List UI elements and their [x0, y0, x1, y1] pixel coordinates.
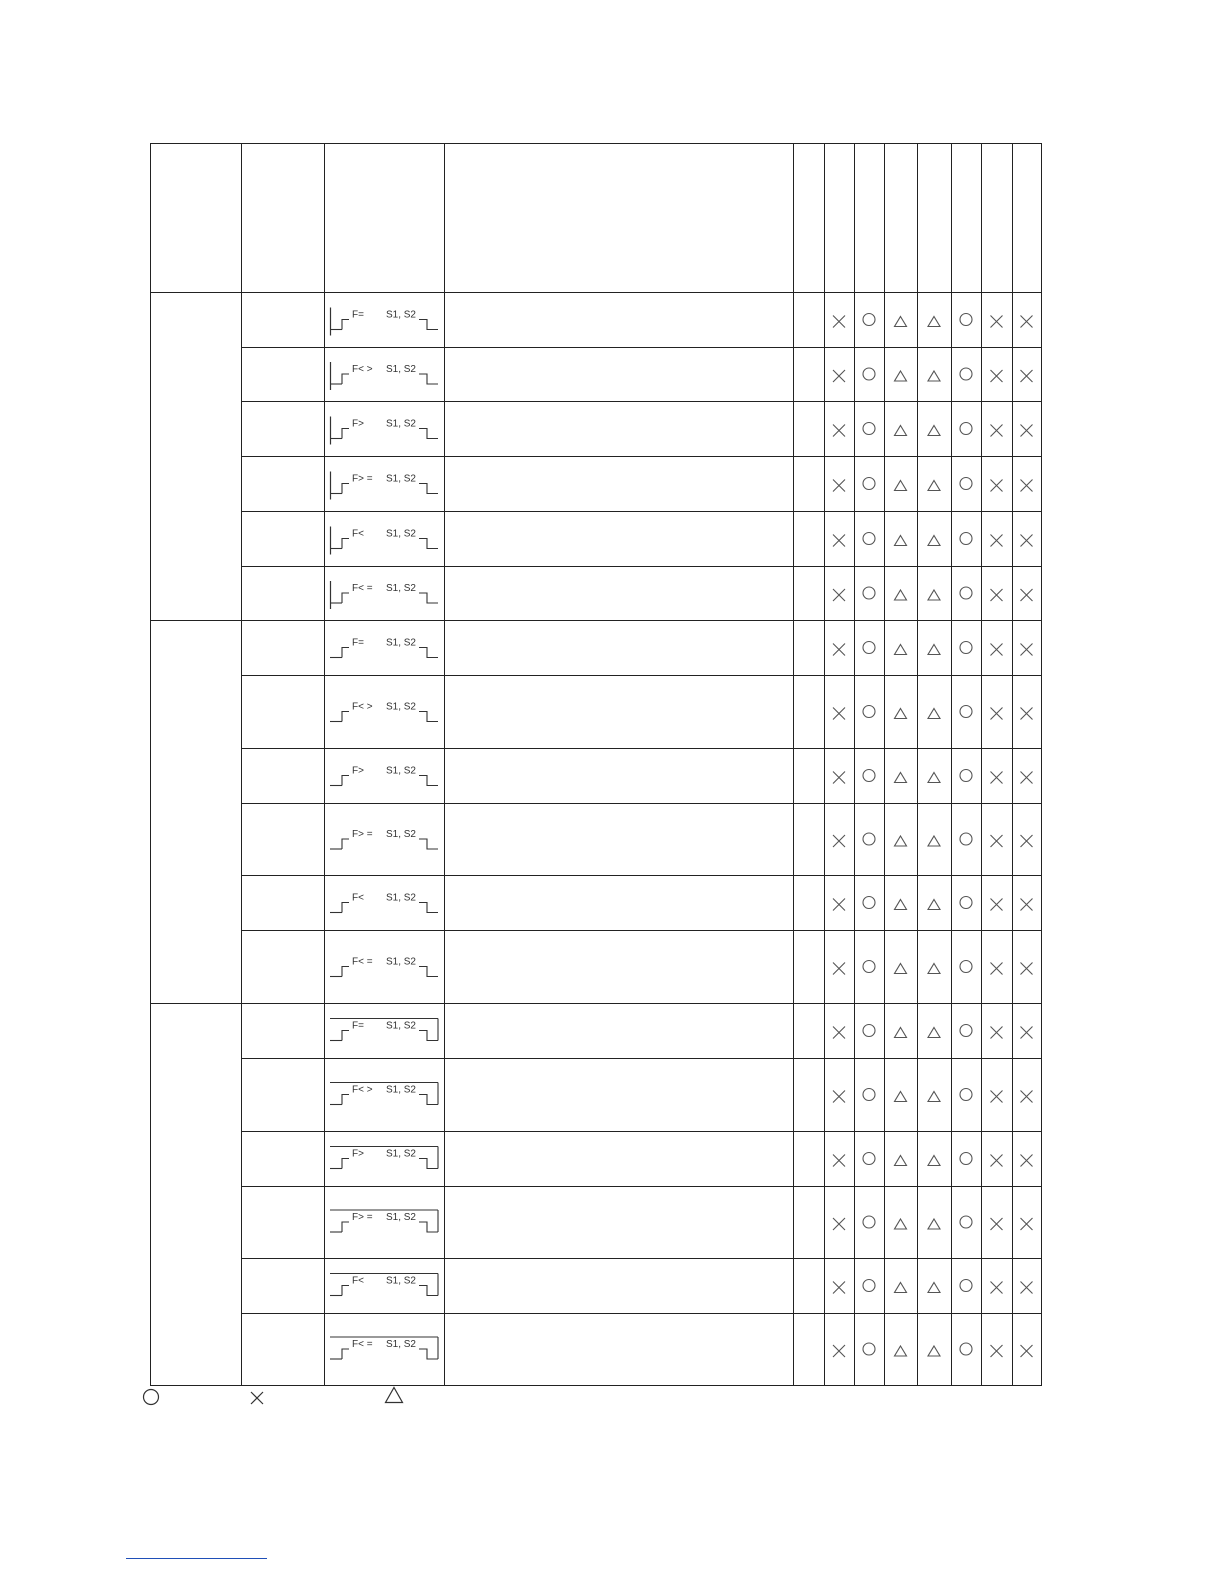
circle-icon	[960, 368, 972, 380]
cross-icon	[833, 425, 845, 437]
operands: S1, S2	[385, 1275, 416, 1287]
comparison-operator: F=	[352, 1020, 364, 1032]
triangle-icon	[928, 900, 940, 910]
triangle-icon	[895, 773, 907, 783]
cross-icon	[833, 644, 845, 656]
circle-icon	[960, 1025, 972, 1037]
triangle-icon	[928, 1219, 940, 1229]
ladder-symbol	[330, 829, 438, 849]
cross-icon	[833, 963, 845, 975]
bracket-right	[419, 429, 438, 439]
circle-icon	[960, 1153, 972, 1165]
comparison-operator: F> =	[352, 1212, 373, 1223]
triangle-icon	[895, 1283, 907, 1293]
ladder-symbol	[330, 893, 438, 913]
cross-icon	[833, 772, 845, 784]
circle-icon	[863, 642, 875, 654]
operands: S1, S2	[385, 1084, 416, 1096]
circle-icon	[960, 423, 972, 435]
circle-icon	[863, 706, 875, 718]
triangle-icon	[928, 590, 940, 600]
table-row	[330, 1019, 1033, 1041]
triangle-icon	[895, 709, 907, 719]
bracket-right	[419, 539, 438, 549]
cross-icon	[1021, 1027, 1033, 1039]
ladder-symbol	[330, 1210, 438, 1232]
circle-icon	[960, 961, 972, 973]
triangle-icon	[928, 536, 940, 546]
circle-icon	[960, 1280, 972, 1292]
circle-icon	[960, 1089, 972, 1101]
comparison-operator: F>	[352, 1148, 364, 1160]
circle-icon	[960, 770, 972, 782]
bracket-right	[419, 712, 438, 722]
bracket-left	[342, 903, 349, 913]
table-row	[330, 829, 1033, 849]
triangle-icon	[928, 481, 940, 491]
triangle-icon	[928, 1283, 940, 1293]
cross-icon	[1021, 480, 1033, 492]
operands: S1, S2	[385, 701, 416, 713]
bracket-left	[342, 648, 349, 658]
operands: S1, S2	[385, 583, 416, 594]
circle-icon	[863, 423, 875, 435]
ladder-symbol	[330, 1274, 438, 1296]
cross-icon	[1021, 644, 1033, 656]
cross-icon	[833, 370, 845, 382]
table-row	[330, 362, 1033, 390]
table-border	[151, 144, 1042, 1386]
cross-icon	[1021, 1345, 1033, 1357]
operands: S1, S2	[385, 364, 416, 375]
circle-icon	[863, 961, 875, 973]
triangle-icon	[895, 1346, 907, 1356]
circle-icon	[960, 1343, 972, 1355]
cross-icon	[1021, 1282, 1033, 1294]
cross-icon	[991, 480, 1003, 492]
triangle-icon	[928, 709, 940, 719]
circle-icon	[863, 833, 875, 845]
cross-icon	[991, 644, 1003, 656]
ladder-symbol	[330, 1083, 438, 1105]
comparison-operator: F<	[352, 528, 364, 540]
cross-icon	[991, 535, 1003, 547]
cross-icon	[833, 1027, 845, 1039]
cross-icon	[1021, 963, 1033, 975]
cross-icon	[1021, 1218, 1033, 1230]
triangle-icon	[895, 371, 907, 381]
bracket-left	[342, 776, 349, 786]
cross-icon	[833, 1091, 845, 1103]
operands: S1, S2	[385, 1148, 416, 1160]
triangle-icon	[895, 836, 907, 846]
ladder-symbol	[330, 581, 438, 609]
table-row	[330, 1147, 1033, 1169]
operands: S1, S2	[385, 473, 416, 485]
bracket-left	[342, 1286, 349, 1296]
triangle-icon	[895, 426, 907, 436]
bracket-left	[342, 1159, 349, 1169]
cross-icon	[1021, 772, 1033, 784]
bracket-right	[419, 776, 438, 786]
bracket-right	[419, 1286, 438, 1296]
bracket-left	[342, 1349, 349, 1359]
circle-icon	[863, 587, 875, 599]
cross-icon	[991, 1345, 1003, 1357]
circle-icon	[960, 533, 972, 545]
comparison-operator: F< >	[352, 1084, 373, 1096]
ladder-symbol	[330, 638, 438, 658]
operands: S1, S2	[385, 1020, 416, 1032]
circle-icon	[863, 1280, 875, 1292]
table-row	[330, 1274, 1033, 1296]
triangle-icon	[895, 964, 907, 974]
cross-icon	[833, 835, 845, 847]
bracket-right	[419, 648, 438, 658]
circle-icon	[960, 587, 972, 599]
cross-icon	[833, 708, 845, 720]
table-row	[330, 702, 1033, 722]
circle-icon	[863, 1153, 875, 1165]
comparison-operator: F<	[352, 892, 364, 904]
cross-icon	[1021, 1155, 1033, 1167]
triangle-icon	[928, 645, 940, 655]
ladder-symbol	[330, 308, 438, 336]
circle-icon	[960, 1216, 972, 1228]
ladder-symbol	[330, 1337, 438, 1359]
bracket-right	[419, 1159, 438, 1169]
cross-icon	[991, 708, 1003, 720]
legend-circle-icon	[142, 1388, 160, 1406]
triangle-icon	[928, 773, 940, 783]
triangle-icon	[928, 964, 940, 974]
cross-icon	[991, 1282, 1003, 1294]
bracket-left	[342, 1031, 349, 1041]
comparison-operator: F>	[352, 418, 364, 430]
cross-icon	[1021, 535, 1033, 547]
triangle-icon	[895, 536, 907, 546]
circle-icon	[863, 533, 875, 545]
table-row	[330, 1210, 1033, 1232]
triangle-icon	[928, 426, 940, 436]
cross-icon	[1021, 316, 1033, 328]
triangle-icon	[895, 590, 907, 600]
cross-icon	[991, 899, 1003, 911]
cross-icon	[833, 589, 845, 601]
comparison-operator: F=	[352, 309, 364, 321]
circle-icon	[960, 833, 972, 845]
bracket-right	[419, 593, 438, 603]
cross-icon	[991, 316, 1003, 328]
operands: S1, S2	[385, 765, 416, 777]
bracket-left	[342, 1222, 349, 1232]
bracket-right	[419, 1095, 438, 1105]
triangle-icon	[928, 1028, 940, 1038]
cross-icon	[1021, 835, 1033, 847]
comparison-operator: F> =	[352, 473, 373, 485]
triangle-icon	[895, 645, 907, 655]
table-row	[330, 308, 1033, 336]
circle-icon	[960, 314, 972, 326]
cross-icon	[833, 899, 845, 911]
bracket-right	[419, 967, 438, 977]
table-row	[330, 417, 1033, 445]
table-row	[330, 957, 1033, 977]
comparison-operator: F<	[352, 1275, 364, 1287]
table-row	[330, 581, 1033, 609]
comparison-operator: F< =	[352, 1339, 373, 1350]
bracket-left	[342, 967, 349, 977]
bracket-left	[342, 1095, 349, 1105]
circle-icon	[863, 478, 875, 490]
bracket-right	[419, 374, 438, 384]
triangle-icon	[895, 481, 907, 491]
triangle-icon	[895, 1219, 907, 1229]
circle-icon	[863, 314, 875, 326]
cross-icon	[991, 772, 1003, 784]
cross-icon	[991, 1027, 1003, 1039]
table-row	[330, 1337, 1033, 1359]
triangle-icon	[928, 1092, 940, 1102]
operands: S1, S2	[385, 1212, 416, 1223]
bracket-right	[419, 903, 438, 913]
operands: S1, S2	[385, 528, 416, 540]
circle-icon	[863, 1343, 875, 1355]
circle-icon	[960, 897, 972, 909]
comparison-operator: F> =	[352, 829, 373, 840]
bracket-right	[419, 484, 438, 494]
circle-icon	[863, 1216, 875, 1228]
comparison-operator: F< >	[352, 701, 373, 713]
circle-icon	[863, 1025, 875, 1037]
cross-icon	[991, 589, 1003, 601]
circle-icon	[863, 1089, 875, 1101]
cross-icon	[833, 1218, 845, 1230]
cross-icon	[991, 425, 1003, 437]
cross-icon	[833, 480, 845, 492]
circle-icon	[863, 368, 875, 380]
operands: S1, S2	[385, 892, 416, 904]
operands: S1, S2	[385, 829, 416, 840]
legend-triangle-icon	[384, 1386, 404, 1404]
bracket-right	[419, 839, 438, 849]
cross-icon	[833, 316, 845, 328]
bracket-right	[419, 1349, 438, 1359]
table-row	[330, 1083, 1033, 1105]
ladder-symbol	[330, 702, 438, 722]
bracket-left	[342, 839, 349, 849]
cross-icon	[833, 1155, 845, 1167]
triangle-icon	[928, 1156, 940, 1166]
cross-icon	[1021, 370, 1033, 382]
cross-icon	[833, 535, 845, 547]
comparison-operator: F>	[352, 765, 364, 777]
cross-icon	[1021, 589, 1033, 601]
bracket-left	[342, 429, 349, 439]
legend-cross-icon	[249, 1390, 265, 1406]
triangle-icon	[928, 1346, 940, 1356]
bracket-right	[419, 320, 438, 330]
table-row	[330, 638, 1033, 658]
ladder-symbol	[330, 1019, 438, 1041]
ladder-symbol	[330, 417, 438, 445]
triangle-icon	[928, 317, 940, 327]
comparison-operator: F< >	[352, 364, 373, 375]
table-row	[330, 472, 1033, 500]
bracket-left	[342, 593, 349, 603]
triangle-icon	[895, 900, 907, 910]
cross-icon	[833, 1282, 845, 1294]
circle-icon	[863, 770, 875, 782]
ladder-symbol	[330, 957, 438, 977]
ladder-symbol	[330, 362, 438, 390]
circle-icon	[960, 478, 972, 490]
bracket-left	[342, 320, 349, 330]
operands: S1, S2	[385, 956, 416, 968]
comparison-operator: F< =	[352, 583, 373, 594]
cross-icon	[1021, 899, 1033, 911]
operands: S1, S2	[385, 418, 416, 430]
bracket-left	[342, 539, 349, 549]
circle-icon	[863, 897, 875, 909]
cross-icon	[991, 963, 1003, 975]
ladder-symbol	[330, 1147, 438, 1169]
table-row	[330, 893, 1033, 913]
cross-icon	[991, 835, 1003, 847]
circle-icon	[960, 706, 972, 718]
cross-icon	[1021, 425, 1033, 437]
cross-icon	[991, 370, 1003, 382]
triangle-icon	[895, 1092, 907, 1102]
ladder-symbol	[330, 527, 438, 555]
cross-icon	[991, 1218, 1003, 1230]
triangle-icon	[895, 317, 907, 327]
table-row	[330, 527, 1033, 555]
ladder-symbol	[330, 472, 438, 500]
cross-icon	[991, 1091, 1003, 1103]
triangle-icon	[895, 1156, 907, 1166]
circle-icon	[960, 642, 972, 654]
table-row	[330, 766, 1033, 786]
ladder-symbol	[330, 766, 438, 786]
cross-icon	[1021, 708, 1033, 720]
cross-icon	[833, 1345, 845, 1357]
cross-icon	[991, 1155, 1003, 1167]
footer-link-underline	[126, 1558, 267, 1559]
bracket-right	[419, 1222, 438, 1232]
bracket-left	[342, 374, 349, 384]
bracket-right	[419, 1031, 438, 1041]
triangle-icon	[895, 1028, 907, 1038]
comparison-operator: F=	[352, 637, 364, 649]
operands: S1, S2	[385, 309, 416, 321]
bracket-left	[342, 712, 349, 722]
comparison-operator: F< =	[352, 956, 373, 968]
cross-icon	[1021, 1091, 1033, 1103]
triangle-icon	[928, 371, 940, 381]
operands: S1, S2	[385, 637, 416, 649]
operands: S1, S2	[385, 1339, 416, 1350]
bracket-left	[342, 484, 349, 494]
triangle-icon	[928, 836, 940, 846]
